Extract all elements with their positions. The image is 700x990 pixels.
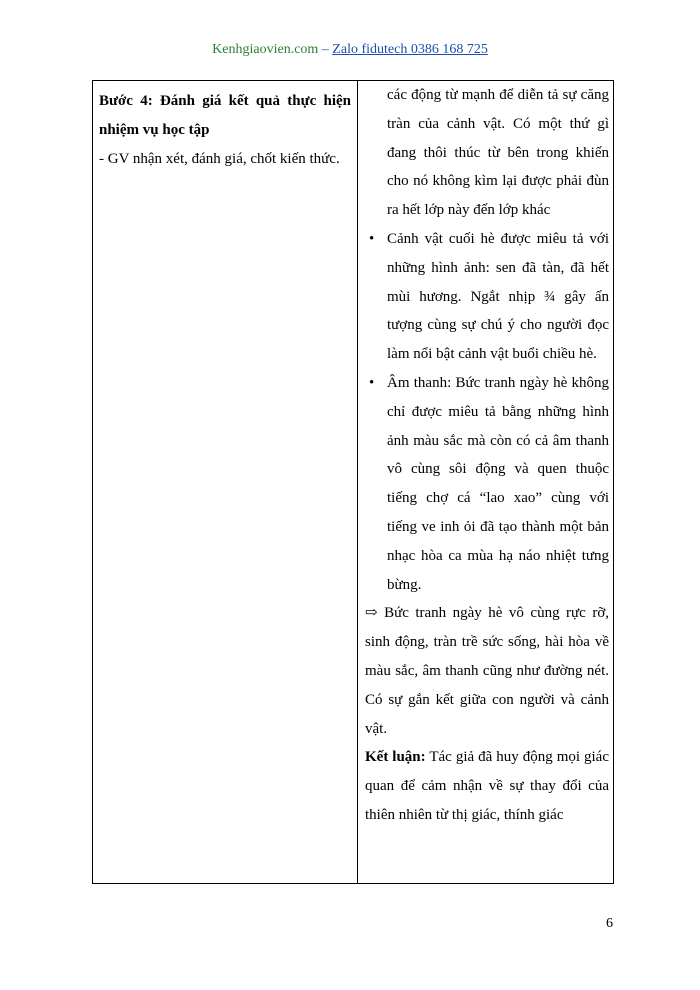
column-divider	[357, 81, 358, 883]
bullet-icon: •	[369, 230, 375, 247]
arrow-icon: ⇨	[365, 605, 378, 622]
bullet-icon: •	[369, 374, 375, 391]
page-number: 6	[606, 916, 613, 931]
page-header	[0, 42, 700, 58]
bullet-item	[365, 369, 609, 599]
right-cell	[365, 81, 609, 830]
arrow-text: Bức tranh ngày hè vô cùng rực rỡ, sinh động, tràn trề sức sống, hài hòa về màu sắc, âm thanh cũng như đường nét. Có sự gắn kết giữa con người và cảnh vật.	[365, 605, 609, 737]
left-cell	[99, 87, 351, 174]
conclusion-paragraph	[365, 743, 609, 829]
step-text: - GV nhận xét, đánh giá, chốt kiến thức.	[99, 151, 340, 167]
bullet-item	[365, 225, 609, 369]
bullet-text: Cảnh vật cuối hè được miêu tả với những hình ảnh: sen đã tàn, đã hết mùi hương. Ngắt nhịp ¾ gây ấn tượng cùng sự chú ý cho người đọc làm nổi bật cảnh vật buổi chiều hè.	[387, 230, 609, 363]
conclusion-label: Kết luận:	[365, 749, 426, 766]
arrow-paragraph	[365, 599, 609, 743]
lesson-table	[92, 80, 614, 884]
step-heading: Bước 4: Đánh giá kết quả thực hiện nhiệm vụ học tập	[99, 93, 351, 138]
zalo-link[interactable]: Zalo fidutech 0386 168 725	[332, 42, 488, 57]
continued-paragraph: các động từ mạnh để diễn tả sự căng tràn của cảnh vật. Có một thứ gì đang thôi thúc từ bên trong khiến cho nó không kìm lại được phải đùn ra hết lớp này đến lớp khác	[387, 87, 609, 219]
header-separator: –	[318, 42, 333, 57]
conclusion-text: Tác giả đã huy động mọi giác quan để cảm nhận về sự thay đổi của thiên nhiên từ thị giác, thính giác	[365, 749, 609, 823]
site-link[interactable]: Kenhgiaovien.com	[212, 42, 319, 57]
bullet-text: Âm thanh: Bức tranh ngày hè không chỉ được miêu tả bằng những hình ảnh màu sắc mà còn có cả âm thanh vô cùng sôi động và quen thuộc tiếng chợ cá “lao xao” cùng với tiếng ve inh ỏi đã tạo thành một bản nhạc hòa ca mùa hạ náo nhiệt tưng bừng.	[387, 374, 609, 593]
